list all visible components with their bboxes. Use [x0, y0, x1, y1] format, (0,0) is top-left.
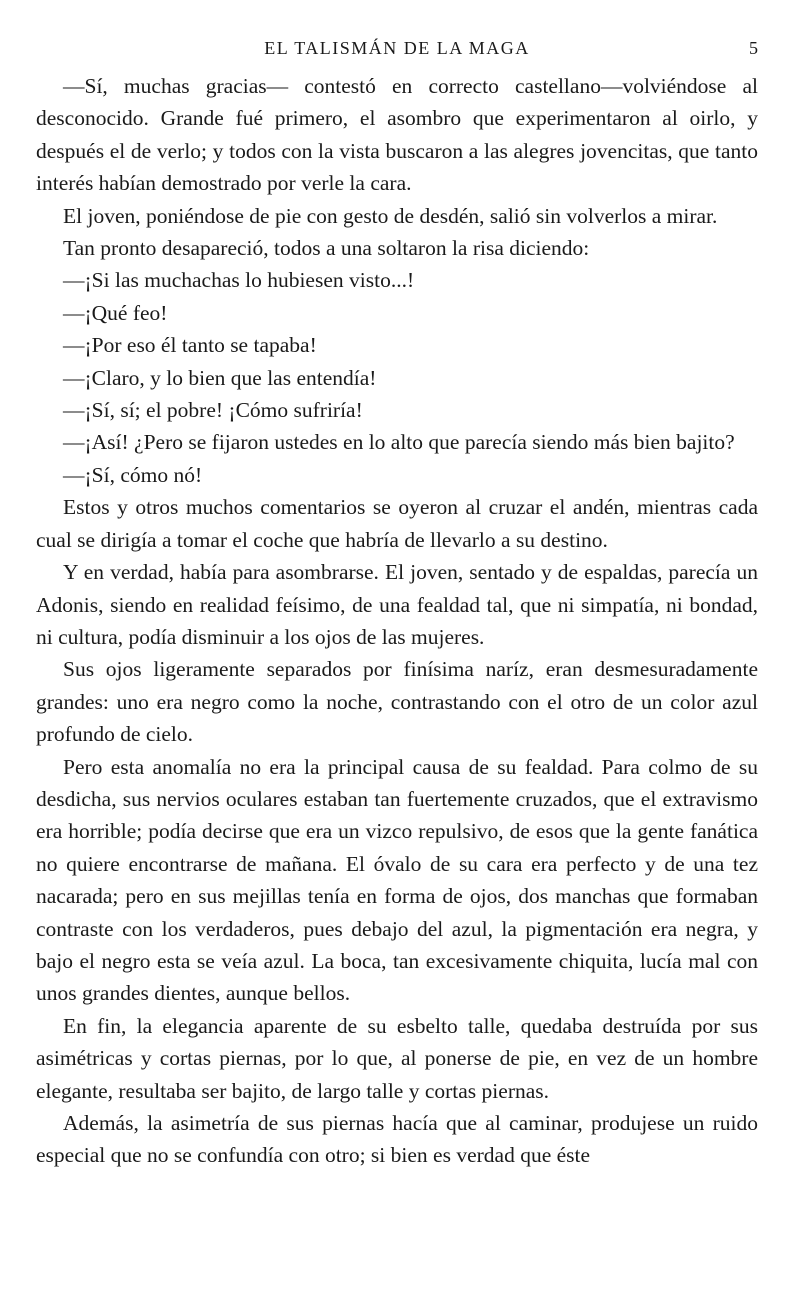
paragraph: Estos y otros muchos comentarios se oyeron al cruzar el andén, mientras cada cual se dirigía a tomar el coche que habría de llevarlo a su destino.	[36, 495, 758, 552]
dialogue-line: —¡Si las muchachas lo hubiesen visto...!	[63, 268, 415, 293]
paragraph: Además, la asimetría de sus piernas hacía que al caminar, produjese un ruido especial que no se confundía con otro; si bien es verdad que éste	[36, 1111, 758, 1168]
paragraph: Y en verdad, había para asombrarse. El joven, sentado y de espaldas, parecía un Adonis, siendo en realidad feísimo, de una fealdad tal, que ni simpatía, ni bondad, ni cultura, podía disminuir a los ojos de las mujeres.	[36, 560, 758, 649]
paragraph: En fin, la elegancia aparente de su esbelto talle, quedaba destruída por sus asimétricas y cortas piernas, por lo que, al ponerse de pie, en vez de un hombre elegante, resultaba ser bajito, de largo talle y cortas piernas.	[36, 1013, 758, 1103]
paragraph: Pero esta anomalía no era la principal causa de su fealdad. Para colmo de su desdicha, sus nervios oculares estaban tan fuertemente cruzados, que el extravismo era horrible; podía decirse que era un vizco repulsivo, de esos que la gente fanática no quiere encontrarse de mañana. El óvalo de su cara era perfecto y de una tez nacarada; pero en sus mejillas tenía en forma de ojos, dos manchas que formaban contraste con los verdaderos, pues debajo del azul, la pigmentación era negra, y bajo el negro esta se veía azul. La boca, tan excesivamente chiquita, lucía mal con unos grandes dientes, aunque bellos.	[36, 754, 758, 1006]
paragraph: El joven, poniéndose de pie con gesto de desdén, salió sin volverlos a mirar.	[63, 203, 718, 228]
paragraph: Sus ojos ligeramente separados por finísima naríz, eran desmesuradamente grandes: uno era negro como la noche, contrastando con el otro de un color azul profundo de cielo.	[36, 657, 758, 747]
dialogue-line: —¡Sí, cómo nó!	[63, 462, 203, 487]
dialogue-line: —¡Claro, y lo bien que las entendía!	[63, 365, 377, 390]
paragraph: Tan pronto desapareció, todos a una soltaron la risa diciendo:	[63, 236, 590, 261]
dialogue-line: —¡Sí, sí; el pobre! ¡Cómo sufriría!	[63, 398, 363, 423]
page-number: 5	[749, 38, 758, 58]
dialogue-line: —¡Qué feo!	[63, 300, 168, 325]
running-title: EL TALISMÁN DE LA MAGA	[264, 38, 530, 58]
dialogue-line: —¡Así! ¿Pero se fijaron ustedes en lo alto que parecía siendo más bien bajito?	[63, 430, 735, 455]
running-header	[36, 30, 758, 70]
body-text	[36, 70, 758, 1172]
paragraph: —Sí, muchas gracias— contestó en correcto castellano—volviéndose al desconocido. Grande fué primero, el asombro que experimentaron al oirlo, y después el de verlo; y todos con la vista buscaron a las alegres jovencitas, que tanto interés habían demostrado por verle la cara.	[36, 74, 758, 196]
dialogue-line: —¡Por eso él tanto se tapaba!	[63, 333, 317, 358]
